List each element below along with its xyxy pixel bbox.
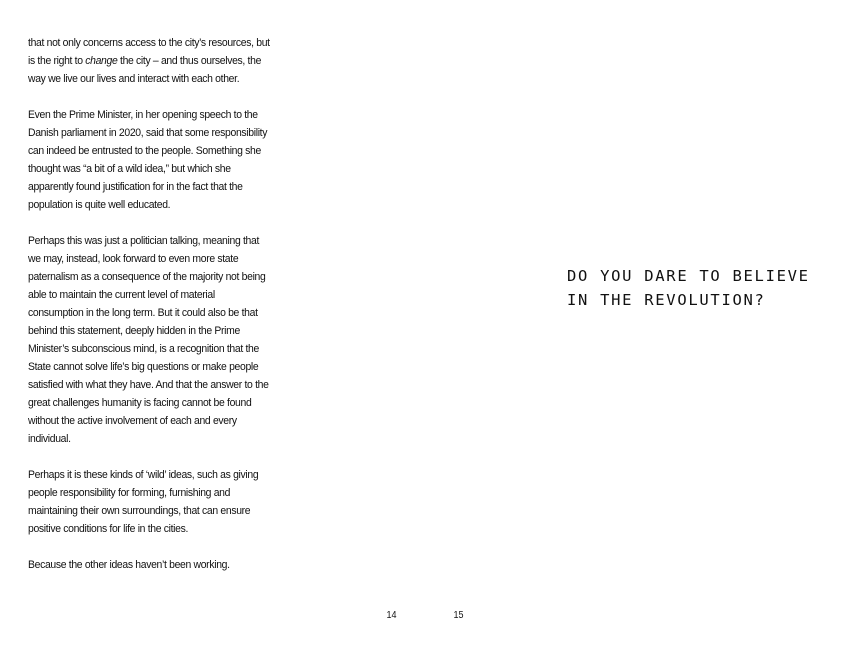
paragraph-2: Even the Prime Minister, in her opening speech to the Danish parliament in 2020, said that some responsibility can indeed be entrusted to the people. Something she thought was “a bit of a wild idea,” but which she apparently found justification for in the fact that the population is quite well educated. bbox=[28, 109, 268, 211]
paragraph-4: Perhaps it is these kinds of ‘wild’ ideas, such as giving people responsibility for forming, furnishing and maintaining their own surroundings, that can ensure positive conditions for life in the cities. bbox=[28, 469, 259, 535]
paragraph-5: Because the other ideas haven’t been working. bbox=[28, 559, 230, 571]
page-number-left: 14 bbox=[386, 610, 397, 621]
headline bbox=[567, 264, 842, 312]
headline-line-1: DO YOU DARE TO BELIEVE bbox=[567, 267, 810, 285]
emphasis-change: change bbox=[85, 55, 118, 67]
right-page bbox=[425, 0, 850, 652]
paragraph-1-text-after: the city – and thus ourselves, the way we live our lives and interact with each other. bbox=[28, 55, 262, 85]
body-text bbox=[28, 34, 272, 574]
paragraph-1-text-before: that not only concerns access to the city’s resources, but is the right to bbox=[28, 37, 270, 67]
paragraph-1 bbox=[28, 34, 272, 88]
paragraph-3: Perhaps this was just a politician talking, meaning that we may, instead, look forward to even more state paternalism as a consequence of the majority not being able to maintain the current level of material consumption in the long term. But it could also be that behind this statement, deeply hidden in the Prime Minister’s subconscious mind, is a recognition that the State cannot solve life’s big questions or make people satisfied with what they have. And that the answer to the great challenges humanity is facing cannot be found without the active involvement of each and every individual. bbox=[28, 235, 269, 445]
headline-line-2: IN THE REVOLUTION? bbox=[567, 291, 766, 309]
page-number-right: 15 bbox=[453, 610, 464, 621]
